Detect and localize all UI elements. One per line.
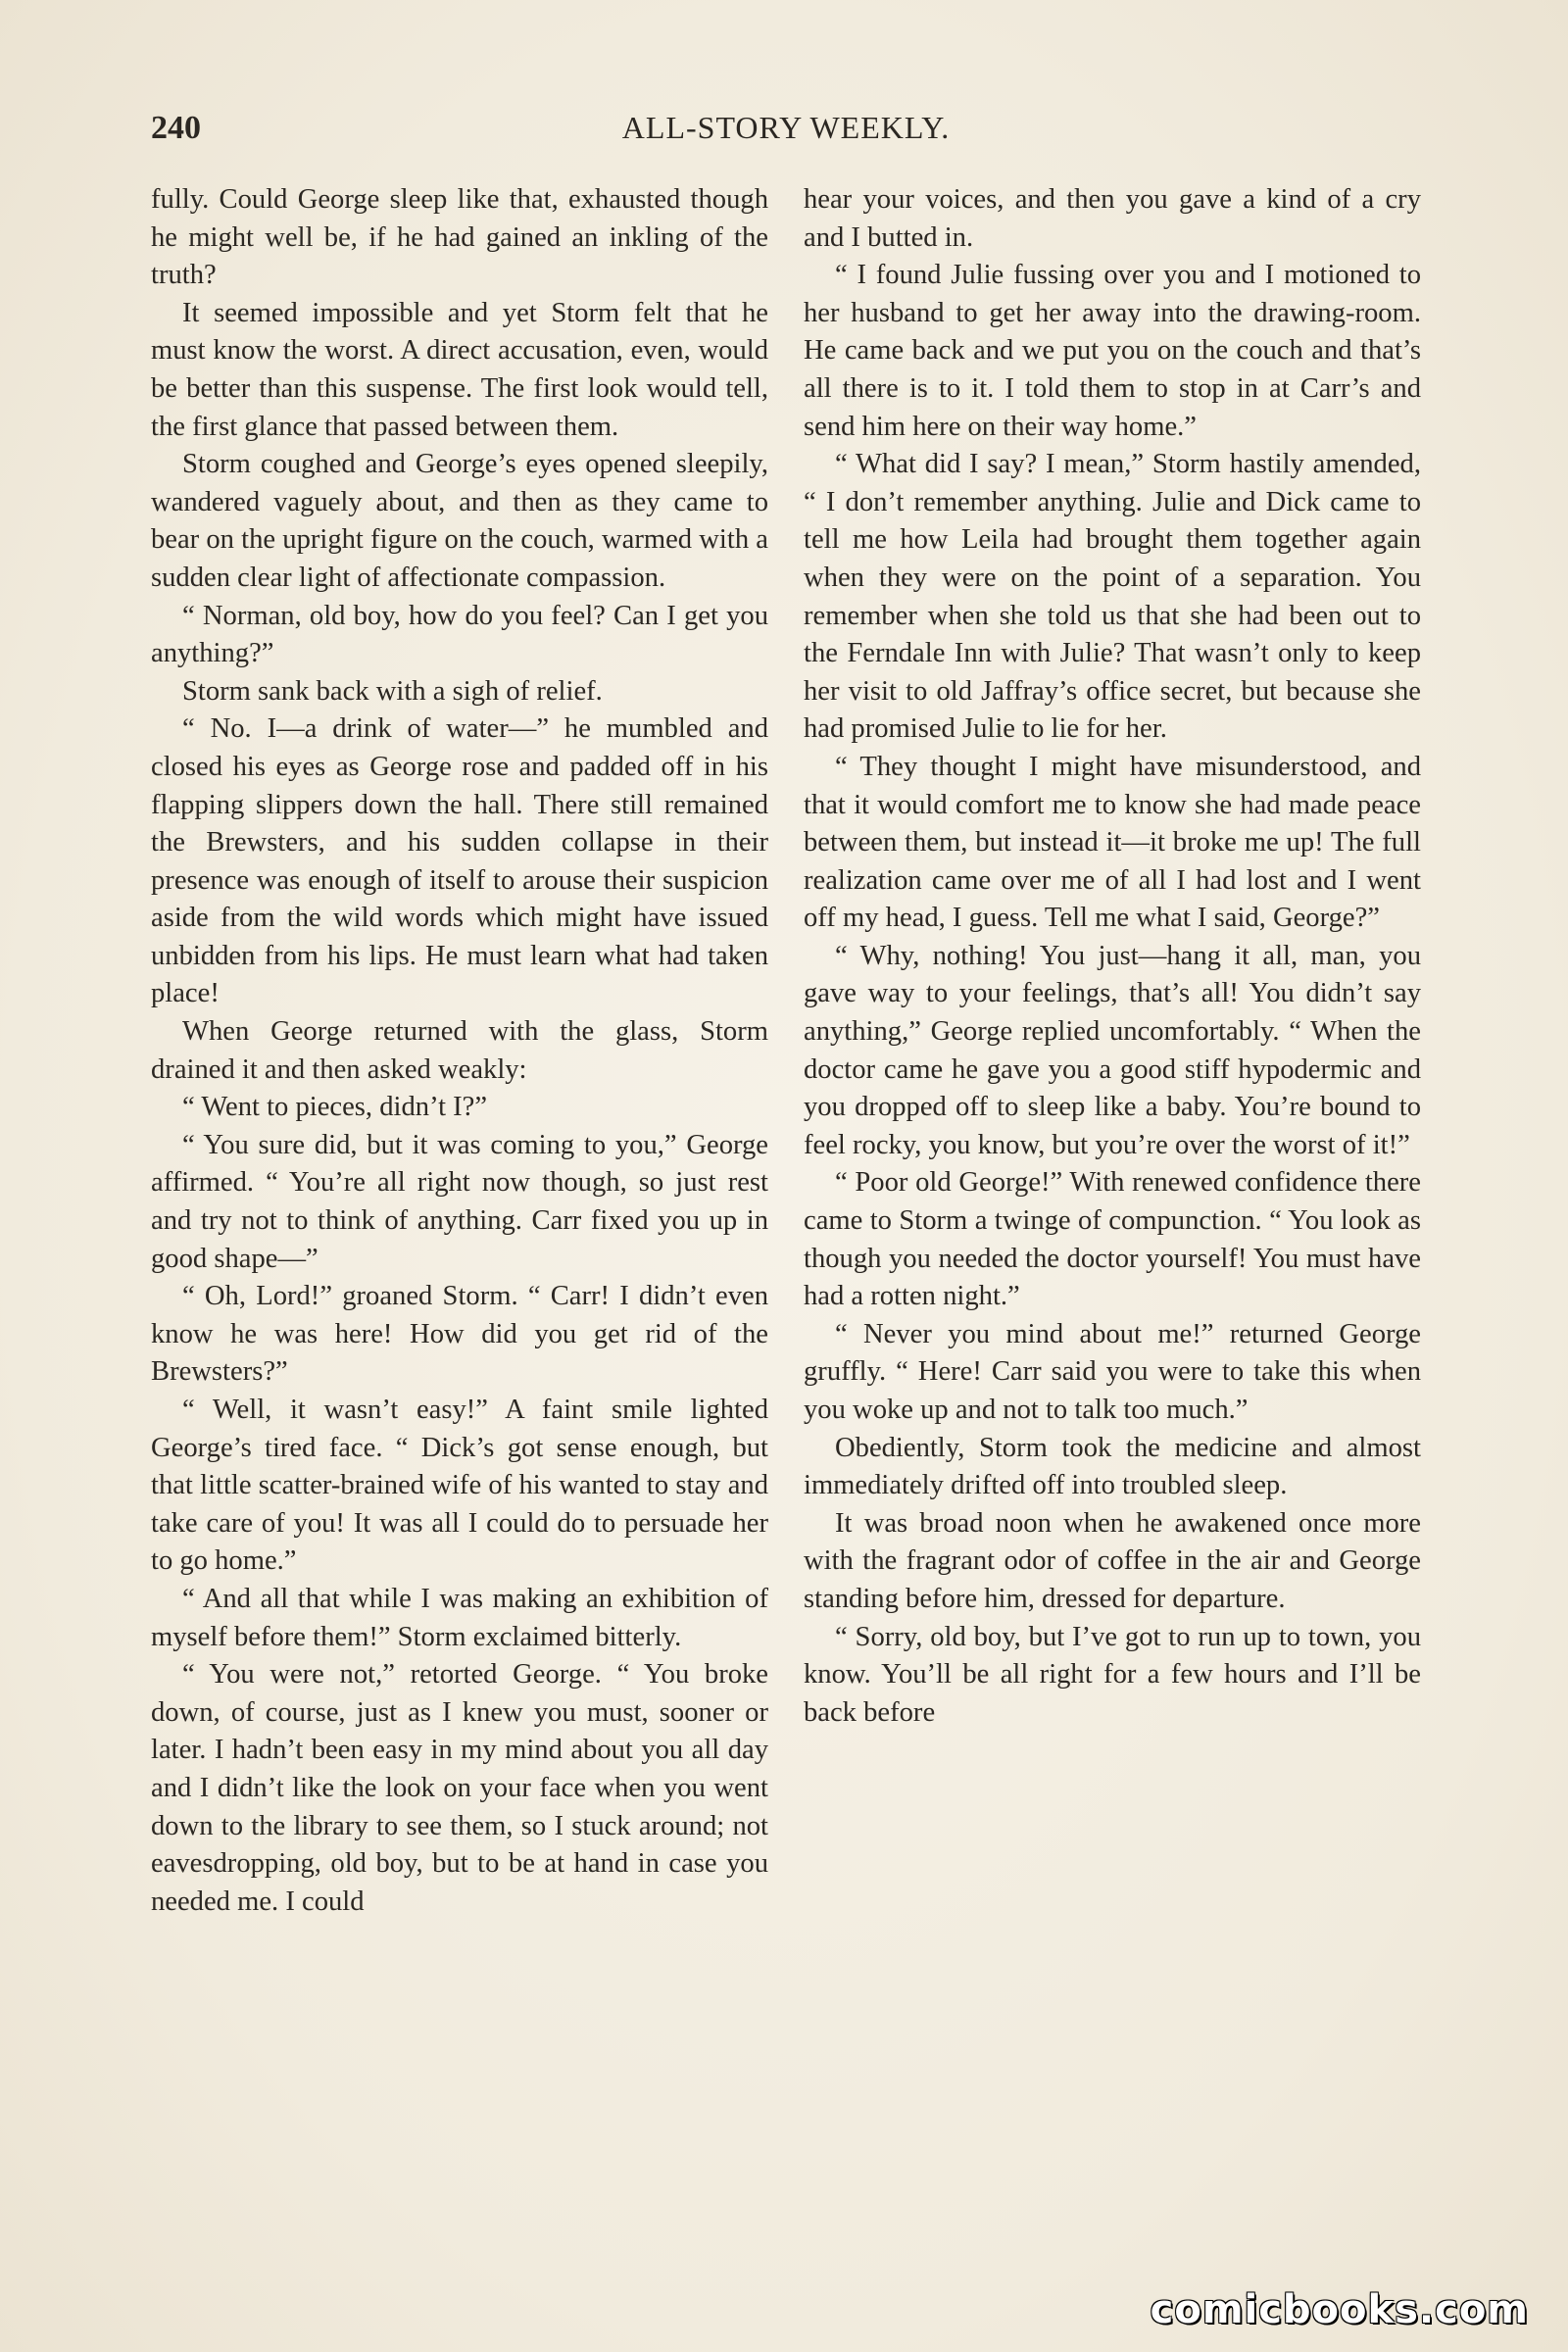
paragraph: “ And all that while I was making an exhibition of myself before them!” Storm exclaimed bitterly.	[151, 1583, 768, 1652]
page-number: 240	[151, 110, 201, 146]
paragraph: “ Norman, old boy, how do you feel? Can I get you anything?”	[151, 600, 768, 669]
site-watermark: comicbooks.com	[1150, 2287, 1529, 2332]
paragraph: It was broad noon when he awakened once more with the fragrant odor of coffee in the air and George standing before him, dressed for departure.	[804, 1507, 1421, 1614]
paragraph: It seemed impossible and yet Storm felt that he must know the worst. A direct accusation, even, would be better than this suspense. The first look would tell, the first glance that passed between them.	[151, 297, 768, 442]
paragraph: “ Oh, Lord!” groaned Storm. “ Carr! I didn’t even know he was here! How did you get rid of the Brewsters?”	[151, 1281, 768, 1388]
paragraph: “ You sure did, but it was coming to you,” George affirmed. “ You’re all right now though, so just rest and try not to think of anything. Carr fixed you up in good shape—”	[151, 1129, 768, 1274]
paragraph: Obediently, Storm took the medicine and almost immediately drifted off into troubled sleep.	[804, 1432, 1421, 1501]
text-columns	[151, 181, 1425, 2190]
paragraph: “ I found Julie fussing over you and I motioned to her husband to get her away into the drawing-room. He came back and we put you on the couch and that’s all there is to it. I told them to stop in at Carr’s and send him here on their way home.”	[804, 260, 1421, 442]
running-head: ALL-STORY WEEKLY.	[621, 110, 951, 145]
paragraph: fully. Could George sleep like that, exhausted though he might well be, if he had gained an inkling of the truth?	[151, 184, 768, 291]
left-column	[151, 181, 768, 1921]
paragraph: “ They thought I might have misunderstood, and that it would comfort me to know she had made peace between them, but instead it—it broke me up! The full realization came over me of all I had lost and I went off my head, I guess. Tell me what I said, George?”	[804, 751, 1421, 934]
paragraph: “ Sorry, old boy, but I’ve got to run up to town, you know. You’ll be all right for a few hours and I’ll be back before	[804, 1621, 1421, 1728]
paragraph: “ Why, nothing! You just—hang it all, man, you gave way to your feelings, that’s all! You didn’t say anything,” George replied uncomfortably. “ When the doctor came he gave you a good stiff hypodermic and you dropped off to sleep like a baby. You’re bound to feel rocky, you know, but you’re over the worst of it!”	[804, 940, 1421, 1160]
paragraph: “ Poor old George!” With renewed confidence there came to Storm a twinge of compunction. “ You look as though you needed the doctor yourself! You must have had a rotten night.”	[804, 1167, 1421, 1312]
paragraph: Storm sank back with a sigh of relief.	[182, 675, 603, 707]
paragraph: “ Never you mind about me!” returned George gruffly. “ Here! Carr said you were to take this when you woke up and not to talk too much.”	[804, 1318, 1421, 1425]
page-header	[151, 110, 1421, 169]
paragraph: Storm coughed and George’s eyes opened sleepily, wandered vaguely about, and then as they came to bear on the upright figure on the couch, warmed with a sudden clear light of affectionate compassion.	[151, 449, 768, 593]
paragraph: hear your voices, and then you gave a kind of a cry and I butted in.	[804, 184, 1421, 253]
paragraph: “ What did I say? I mean,” Storm hastily amended, “ I don’t remember anything. Julie and Dick came to tell me how Leila had brought them together again when they were on the point of a separation. You remember when she told us that she had been out to the Ferndale Inn with Julie? That wasn’t only to keep her visit to old Jaffray’s office secret, but because she had promised Julie to lie for her.	[804, 449, 1421, 745]
paragraph: “ No. I—a drink of water—” he mumbled and closed his eyes as George rose and padded off in his flapping slippers down the hall. There still remained the Brewsters, and his sudden collapse in their presence was enough of itself to arouse their suspicion aside from the wild words which might have issued unbidden from his lips. He must learn what had taken place!	[151, 713, 768, 1009]
paragraph: When George returned with the glass, Storm drained it and then asked weakly:	[151, 1016, 768, 1085]
paragraph: “ You were not,” retorted George. “ You broke down, of course, just as I knew you must, sooner or later. I hadn’t been easy in my mind about you all day and I didn’t like the look on your face when you went down to the library to see them, so I stuck around; not eavesdropping, old boy, but to be at hand in case you needed me. I could	[151, 1659, 768, 1917]
paragraph: “ Went to pieces, didn’t I?”	[182, 1092, 488, 1123]
right-column	[804, 181, 1421, 1732]
paragraph: “ Well, it wasn’t easy!” A faint smile lighted George’s tired face. “ Dick’s got sense enough, but that little scatter-brained wife of his wanted to stay and take care of you! It was all I could do to persuade her to go home.”	[151, 1395, 768, 1577]
